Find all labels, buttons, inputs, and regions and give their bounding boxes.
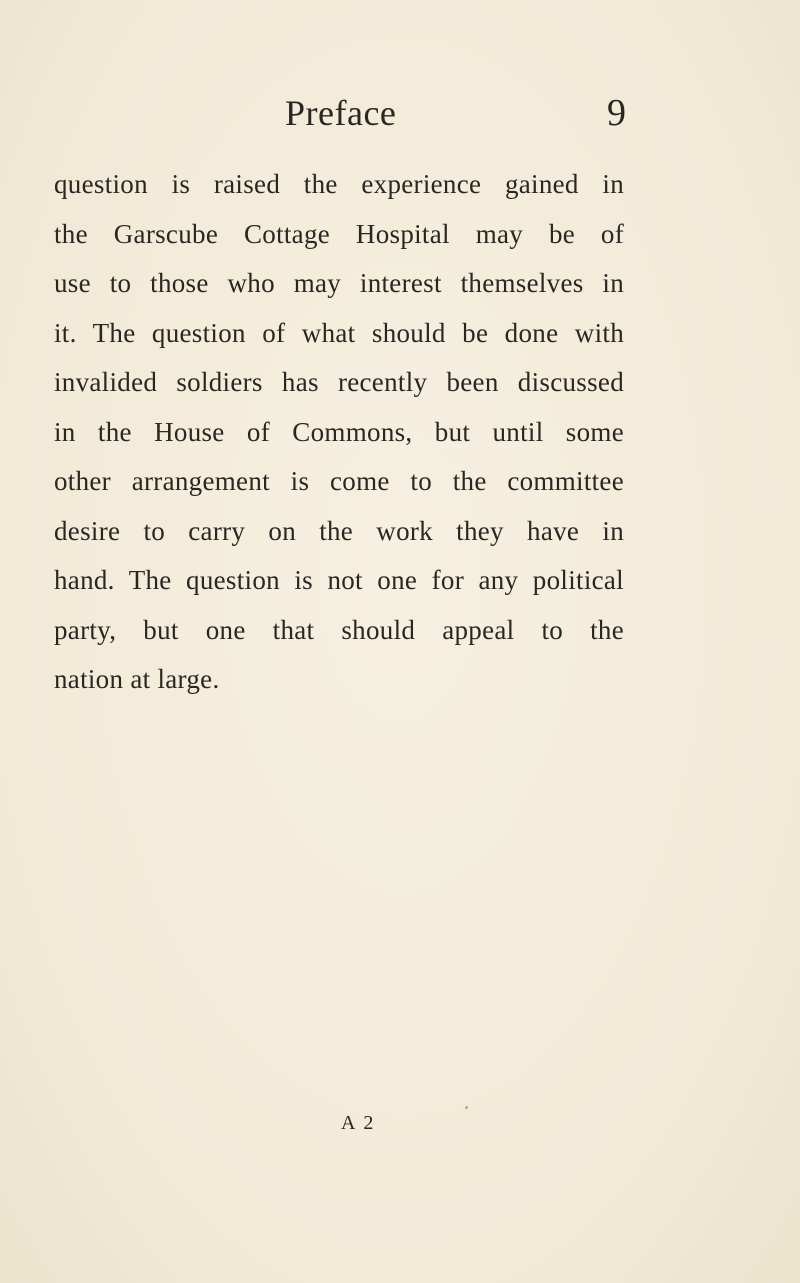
text-line: the Garscube Cottage Hospital may be of <box>54 218 624 249</box>
paper-speck <box>465 1106 468 1109</box>
text-line: invalided soldiers has recently been discussed <box>54 367 624 397</box>
body-paragraph <box>54 160 624 705</box>
text-line: use to those who may interest themselves in <box>54 268 624 298</box>
running-head <box>0 88 800 138</box>
text-line: nation at large. <box>54 664 220 694</box>
text-line: desire to carry on the work they have in <box>54 515 624 546</box>
text-line: hand. The question is not one for any political <box>54 565 624 595</box>
text-line: in the House of Commons, but until some <box>54 416 624 447</box>
running-title: Preface <box>285 93 397 133</box>
text-line: question is raised the experience gained in <box>54 169 624 199</box>
page-number: 9 <box>607 92 626 134</box>
text-line: party, but one that should appeal to the <box>54 614 624 645</box>
signature-mark: A 2 <box>341 1112 376 1134</box>
text-line: it. The question of what should be done with <box>54 317 624 348</box>
text-line: other arrangement is come to the committee <box>54 466 624 496</box>
